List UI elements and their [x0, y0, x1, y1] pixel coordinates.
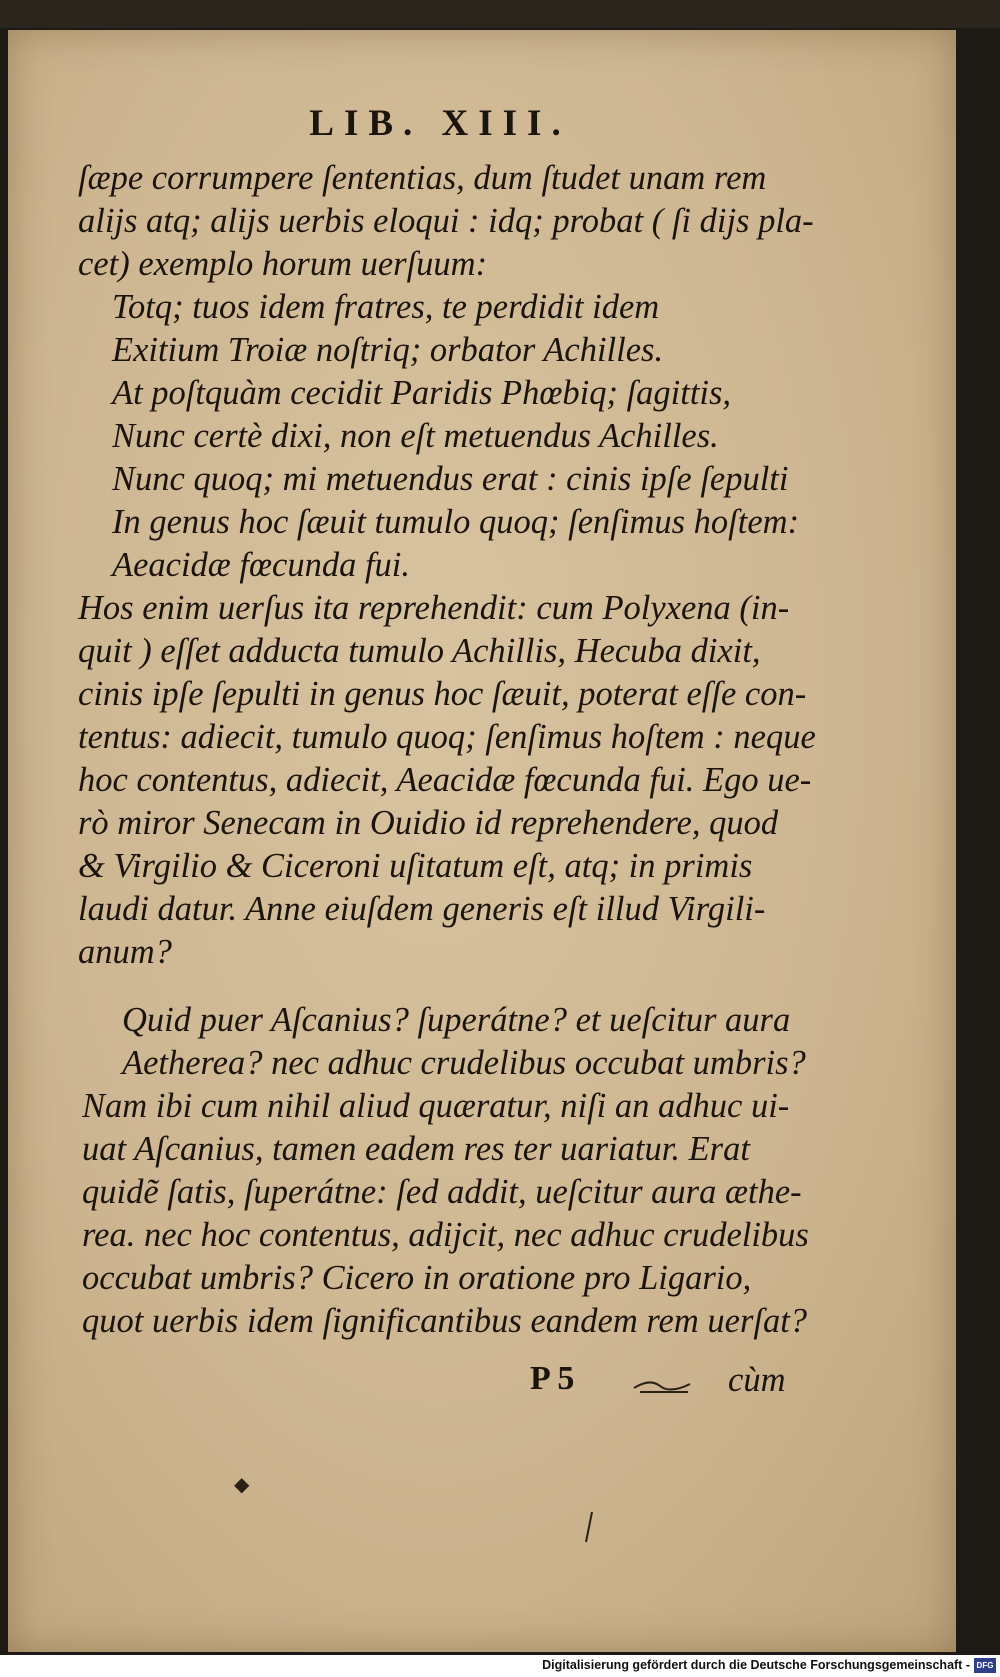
running-head: LIB. XIII.	[309, 103, 571, 144]
text-line: cet) exemplo horum uerſuum:	[78, 245, 488, 283]
verse-line: Quid puer Aſcanius? ſuperátne? et ueſcitur aura	[122, 1001, 791, 1039]
verse-line: In genus hoc ſæuit tumulo quoq; ſenſimus hoſtem:	[112, 503, 800, 541]
text-line: uat Aſcanius, tamen eadem res ter uariatur. Erat	[82, 1130, 750, 1168]
text-line: rea. nec hoc contentus, adijcit, nec adhuc crudelibus	[82, 1216, 809, 1254]
verse-line: Aetherea? nec adhuc crudelibus occubat umbris?	[122, 1044, 806, 1082]
text-line: Nam ibi cum nihil aliud quæratur, niſi an adhuc ui-	[82, 1087, 790, 1125]
funding-notice: Digitalisierung gefördert durch die Deutsche Forschungsgemeinschaft -	[542, 1658, 970, 1672]
verse-line: At poſtquàm cecidit Paridis Phœbiq; ſagittis,	[112, 374, 732, 412]
text-line: laudi datur. Anne eiuſdem generis eſt illud Virgili-	[78, 890, 766, 928]
text-line: hoc contentus, adiecit, Aeacidæ fœcunda fui. Ego ue-	[78, 761, 812, 799]
verse-line: Totq; tuos idem fratres, te perdidit idem	[112, 288, 660, 326]
text-line: occubat umbris? Cicero in oratione pro Ligario,	[82, 1259, 752, 1297]
signature-mark: P 5	[530, 1360, 575, 1397]
text-line: ſæpe corrumpere ſententias, dum ſtudet unam rem	[78, 159, 767, 197]
text-line: quidẽ ſatis, ſuperátne: ſed addit, ueſcitur aura æthe-	[82, 1173, 802, 1211]
text-line: quit ) eſſet adducta tumulo Achillis, Hecuba dixit,	[78, 632, 761, 670]
verse-line: Nunc quoq; mi metuendus erat : cinis ipſe ſepulti	[112, 460, 789, 498]
verse-line: Nunc certè dixi, non eſt metuendus Achilles.	[112, 417, 719, 455]
catchword: cùm	[728, 1361, 786, 1399]
ink-stroke	[582, 1510, 596, 1546]
text-line: Hos enim uerſus ita reprehendit: cum Polyxena (in-	[78, 589, 790, 627]
ink-dot: ◆	[234, 1474, 250, 1496]
text-line: anum?	[78, 933, 172, 971]
text-line: tentus: adiecit, tumulo quoq; ſenſimus hoſtem : neque	[78, 718, 816, 756]
text-line: cinis ipſe ſepulti in genus hoc ſæuit, poterat eſſe con-	[78, 675, 807, 713]
top-edge-strip	[0, 0, 1000, 28]
digitization-footer	[0, 1655, 1000, 1677]
dfg-logo: DFG	[974, 1658, 996, 1673]
verse-line: Aeacidæ fœcunda fui.	[112, 546, 411, 584]
text-line: alijs atq; alijs uerbis eloqui : idq; probat ( ſi dijs pla-	[78, 202, 814, 240]
text-line: rò miror Senecam in Ouidio id reprehendere, quod	[78, 804, 779, 842]
verse-line: Exitium Troiæ noſtriq; orbator Achilles.	[112, 331, 664, 369]
text-line: & Virgilio & Ciceroni uſitatum eſt, atq; in primis	[78, 847, 753, 885]
ink-flourish	[630, 1372, 700, 1396]
text-line: quot uerbis idem ſignificantibus eandem rem uerſat?	[82, 1302, 808, 1340]
